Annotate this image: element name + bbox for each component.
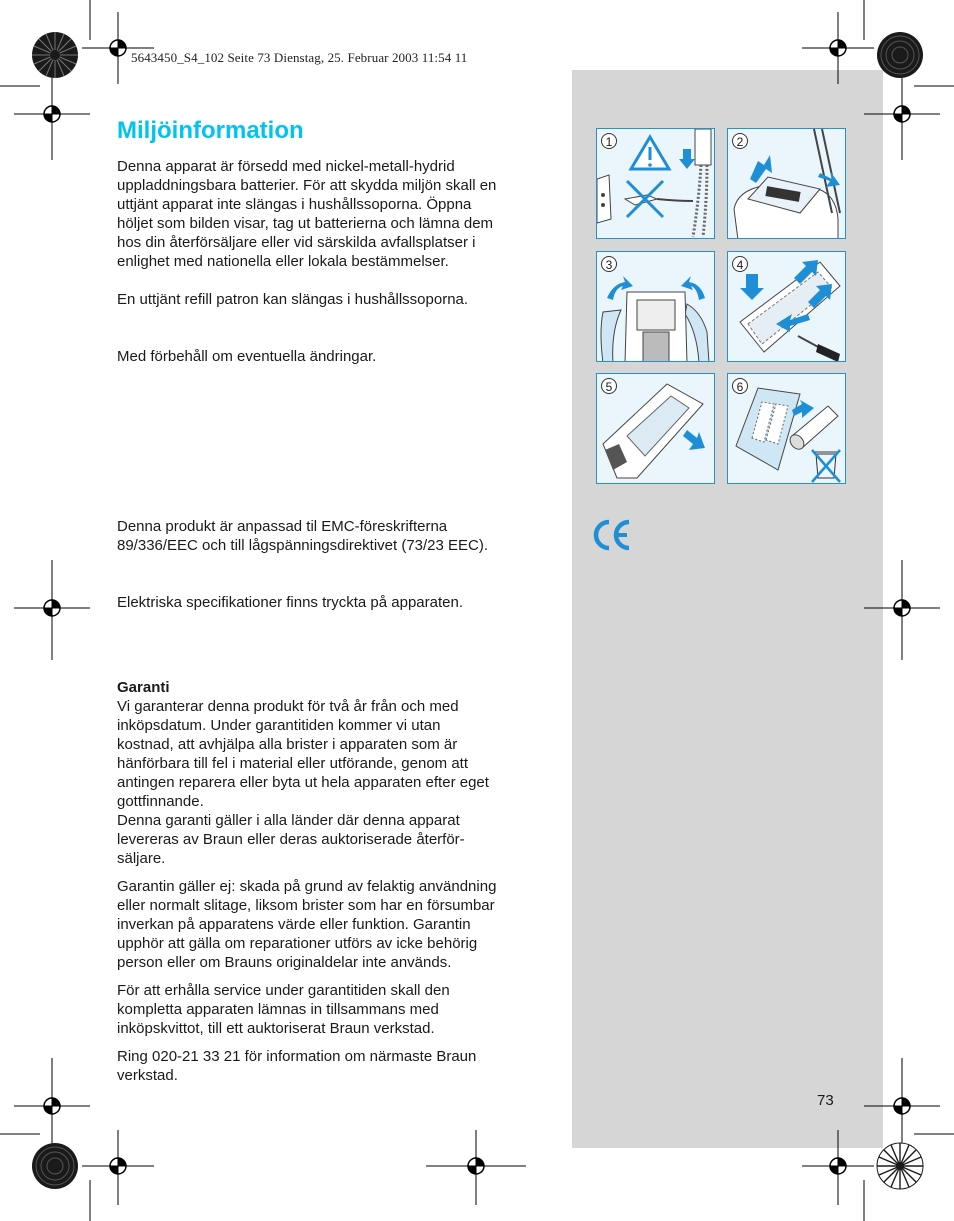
figure-step-3: [596, 251, 715, 362]
refill-paragraph: En uttjänt refill patron kan slängas i hushållssoporna.: [117, 291, 469, 308]
guarantee-paragraph: Vi garanterar denna produkt för två år från och med inköpsdatum. Under garantitiden kommer vi utan kostnad, att avhjälpa alla brister i apparaten som är hänförbara till fel i material eller utförande, genom att antingen reparera eller byta ut hela apparaten efter eget gottfinnande. Denna garanti gäller i alla länder där denna apparat levereras av Braun eller deras auktoriserade återför- säljare.: [117, 698, 489, 867]
warning-triangle-icon: [631, 137, 669, 169]
color-wheel-icon: [876, 31, 924, 79]
guarantee-phone-paragraph: Ring 020-21 33 21 för information om närmaste Braun verkstad.: [117, 1048, 477, 1084]
ce-mark-icon: [591, 518, 633, 552]
page-title: Miljöinformation: [117, 117, 304, 144]
figure-step-6: [727, 373, 846, 484]
color-wheel-icon: [31, 1142, 79, 1190]
guarantee-heading: Garanti: [117, 679, 170, 696]
reservation-paragraph: Med förbehåll om eventuella ändringar.: [117, 348, 377, 365]
step-number: 2: [732, 133, 748, 149]
emc-paragraph: Denna produkt är anpassad til EMC-föreskrifterna 89/336/EEC och till lågspänningsdirektivet (73/23 EEC).: [117, 518, 489, 554]
step-number: 5: [601, 378, 617, 394]
print-header: 5643450_S4_102 Seite 73 Dienstag, 25. Februar 2003 11:54 11: [131, 50, 468, 65]
step-number: 6: [732, 378, 748, 394]
step-number: 4: [732, 256, 748, 272]
page-number: 73: [817, 1092, 834, 1109]
step-number: 3: [601, 256, 617, 272]
figure-step-1: [596, 128, 715, 239]
guarantee-service-paragraph: För att erhålla service under garantitiden skall den kompletta apparaten lämnas in tillsammans med inköpskvittot, till ett auktoriserat Braun verkstad.: [117, 982, 450, 1037]
figure-step-4: [727, 251, 846, 362]
guarantee-exclusions-paragraph: Garantin gäller ej: skada på grund av felaktig användning eller normalt slitage, liksom brister som har en försumbar inverkan på apparatens värde eller funktion. Garantin upphör att gälla om reparationer utförs av icke behörig person eller om Brauns originaldelar inte används.: [117, 878, 497, 971]
figure-step-2: [727, 128, 846, 239]
crossed-bin-icon: [812, 450, 840, 482]
color-wheel-icon: [876, 1142, 924, 1190]
color-wheel-icon: [31, 31, 79, 79]
specs-paragraph: Elektriska specifikationer finns tryckta på apparaten.: [117, 594, 464, 611]
step-number: 1: [601, 133, 617, 149]
battery-paragraph: Denna apparat är försedd med nickel-metall-hydrid uppladdningsbara batterier. För att skydda miljön skall en uttjänt apparat inte slängas i hushållssoporna. Öppna höljet som bilden visar, tag ut batterierna och lämna dem hos din återförsäljare eller vid särskilda avfallsplatser i enlighet med nationella eller lokala bestämmelser.: [117, 158, 497, 270]
figure-step-5: [596, 373, 715, 484]
